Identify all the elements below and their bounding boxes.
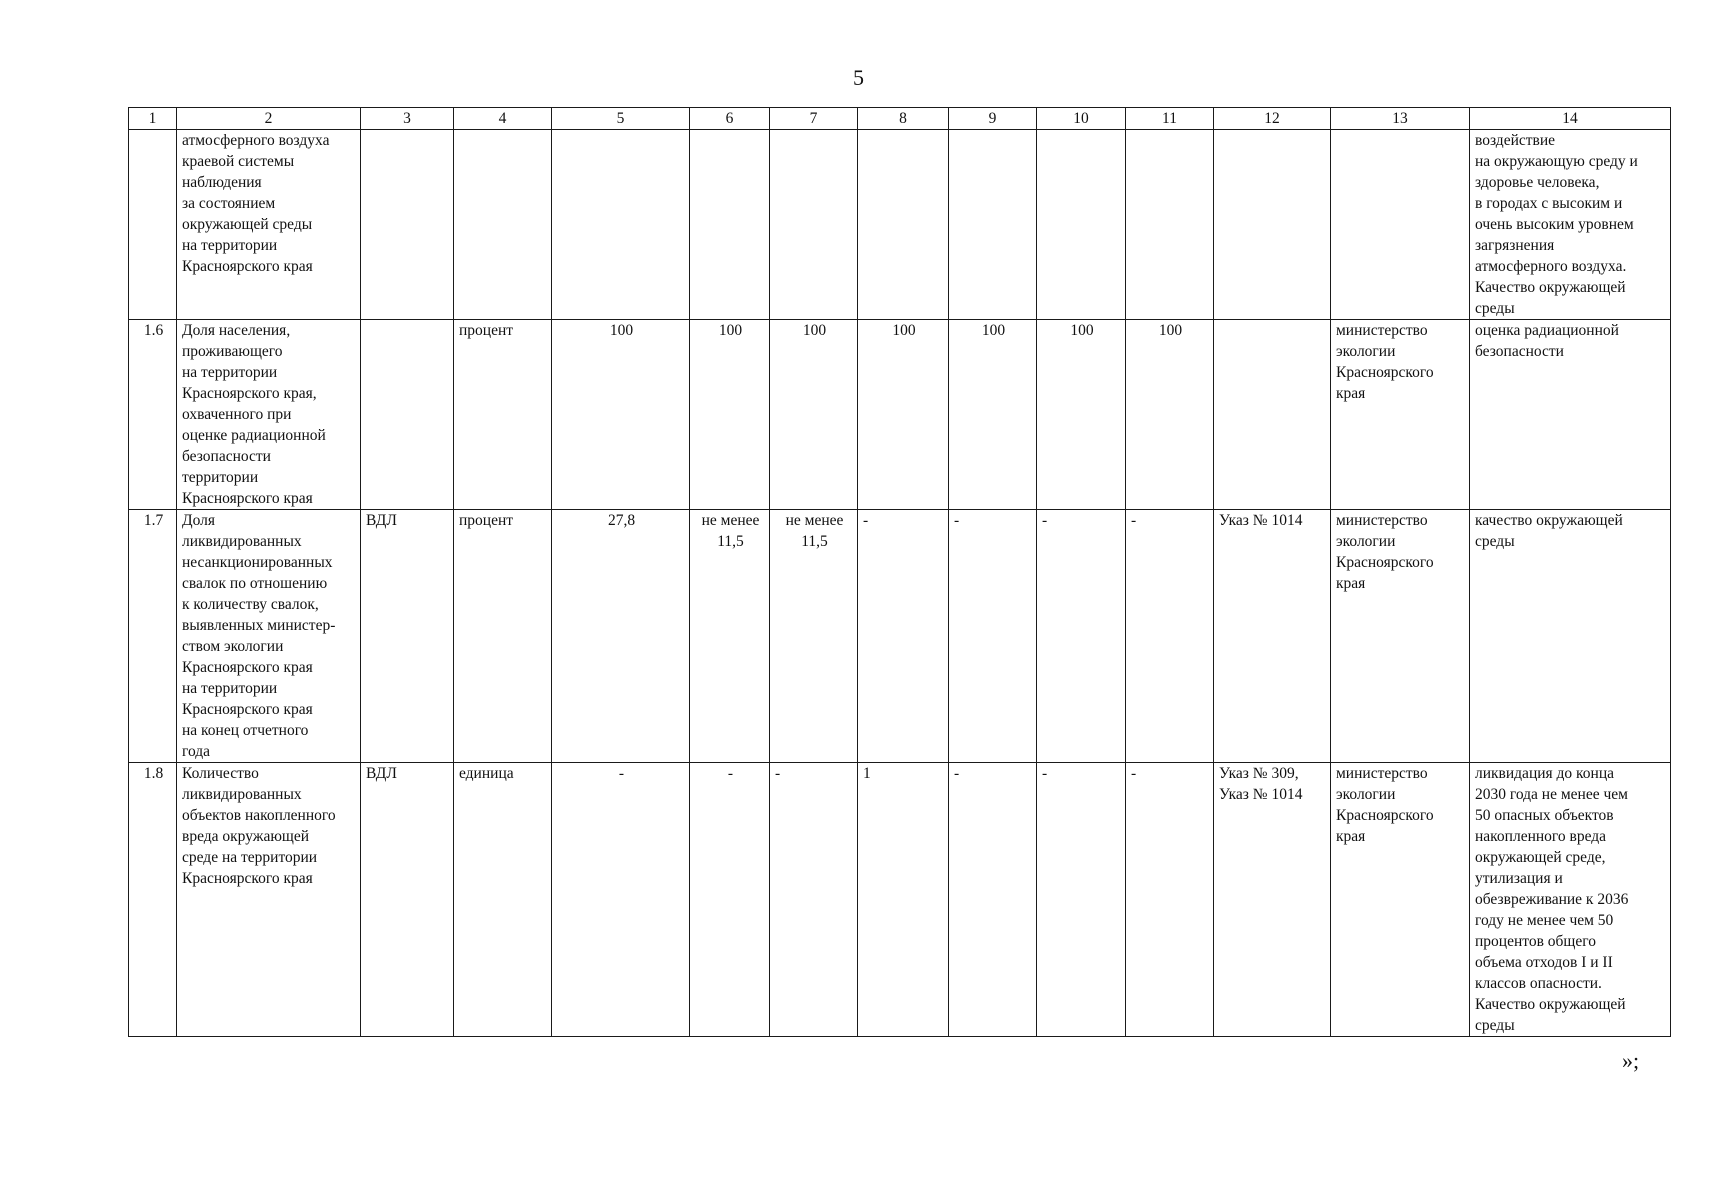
column-header-14: 14 — [1470, 108, 1671, 130]
value-cell-10 — [1037, 130, 1126, 320]
indicators-table — [128, 107, 1671, 1037]
indicator-type-cell: ВДЛ — [361, 763, 454, 1037]
column-header-7: 7 — [770, 108, 858, 130]
column-header-8: 8 — [858, 108, 949, 130]
table-row — [129, 130, 1671, 320]
value-cell-7: - — [770, 763, 858, 1037]
value-cell-7: 100 — [770, 320, 858, 510]
value-cell-9 — [949, 130, 1037, 320]
note-cell: качество окружающей среды — [1470, 510, 1671, 763]
decree-cell — [1214, 320, 1331, 510]
column-header-6: 6 — [690, 108, 770, 130]
closing-quote: »; — [1622, 1048, 1640, 1073]
value-cell-11: 100 — [1126, 320, 1214, 510]
decree-cell: Указ № 309, Указ № 1014 — [1214, 763, 1331, 1037]
responsible-cell: министерство экологии Красноярского края — [1331, 320, 1470, 510]
value-cell-10: - — [1037, 763, 1126, 1037]
value-cell-9: - — [949, 763, 1037, 1037]
value-cell-9: - — [949, 510, 1037, 763]
value-cell-8: 1 — [858, 763, 949, 1037]
value-cell-11: - — [1126, 763, 1214, 1037]
decree-cell: Указ № 1014 — [1214, 510, 1331, 763]
column-header-10: 10 — [1037, 108, 1126, 130]
row-number-cell — [129, 130, 177, 320]
table-row — [129, 510, 1671, 763]
row-number-cell: 1.6 — [129, 320, 177, 510]
unit-cell: процент — [454, 320, 552, 510]
note-cell: ликвидация до конца 2030 года не менее чем 50 опасных объектов накопленного вреда окружающей среде, утилизация и обезвреживание к 2036 году не менее чем 50 процентов общего объема отходов I и II классов опасности. Качество окружающей среды — [1470, 763, 1671, 1037]
value-cell-8: 100 — [858, 320, 949, 510]
value-cell-6 — [690, 130, 770, 320]
row-number-cell: 1.8 — [129, 763, 177, 1037]
unit-cell — [454, 130, 552, 320]
value-cell-8: - — [858, 510, 949, 763]
value-cell-5: 100 — [552, 320, 690, 510]
note-cell: воздействие на окружающую среду и здоровье человека, в городах с высоким и очень высоким уровнем загрязнения атмосферного воздуха. Качество окружающей среды — [1470, 130, 1671, 320]
value-cell-7: не менее 11,5 — [770, 510, 858, 763]
responsible-cell: министерство экологии Красноярского края — [1331, 510, 1470, 763]
value-cell-10: - — [1037, 510, 1126, 763]
unit-cell: единица — [454, 763, 552, 1037]
column-header-1: 1 — [129, 108, 177, 130]
value-cell-6: 100 — [690, 320, 770, 510]
unit-cell: процент — [454, 510, 552, 763]
value-cell-6: - — [690, 763, 770, 1037]
note-cell: оценка радиационной безопасности — [1470, 320, 1671, 510]
value-cell-5: - — [552, 763, 690, 1037]
responsible-cell — [1331, 130, 1470, 320]
value-cell-11 — [1126, 130, 1214, 320]
column-header-4: 4 — [454, 108, 552, 130]
indicator-type-cell — [361, 320, 454, 510]
column-header-5: 5 — [552, 108, 690, 130]
indicator-name-cell: Количество ликвидированных объектов накопленного вреда окружающей среде на территории Красноярского края — [177, 763, 361, 1037]
value-cell-5: 27,8 — [552, 510, 690, 763]
value-cell-9: 100 — [949, 320, 1037, 510]
value-cell-5 — [552, 130, 690, 320]
indicator-name-cell: Доля населения, проживающего на территории Красноярского края, охваченного при оценке радиационной безопасности территории Красноярского края — [177, 320, 361, 510]
page-number: 5 — [853, 65, 864, 90]
value-cell-11: - — [1126, 510, 1214, 763]
column-header-12: 12 — [1214, 108, 1331, 130]
column-header-2: 2 — [177, 108, 361, 130]
value-cell-6: не менее 11,5 — [690, 510, 770, 763]
indicator-name-cell: Доля ликвидированных несанкционированных свалок по отношению к количеству свалок, выявленных министер- ством экологии Красноярского края на территории Красноярского края на конец отчетного года — [177, 510, 361, 763]
decree-cell — [1214, 130, 1331, 320]
column-number-header-row — [129, 108, 1671, 130]
value-cell-10: 100 — [1037, 320, 1126, 510]
value-cell-8 — [858, 130, 949, 320]
table-row — [129, 320, 1671, 510]
row-number-cell: 1.7 — [129, 510, 177, 763]
column-header-11: 11 — [1126, 108, 1214, 130]
column-header-9: 9 — [949, 108, 1037, 130]
indicator-type-cell — [361, 130, 454, 320]
table-row — [129, 763, 1671, 1037]
column-header-13: 13 — [1331, 108, 1470, 130]
indicator-name-cell: атмосферного воздуха краевой системы наблюдения за состоянием окружающей среды на территории Красноярского края — [177, 130, 361, 320]
column-header-3: 3 — [361, 108, 454, 130]
value-cell-7 — [770, 130, 858, 320]
indicator-type-cell: ВДЛ — [361, 510, 454, 763]
responsible-cell: министерство экологии Красноярского края — [1331, 763, 1470, 1037]
